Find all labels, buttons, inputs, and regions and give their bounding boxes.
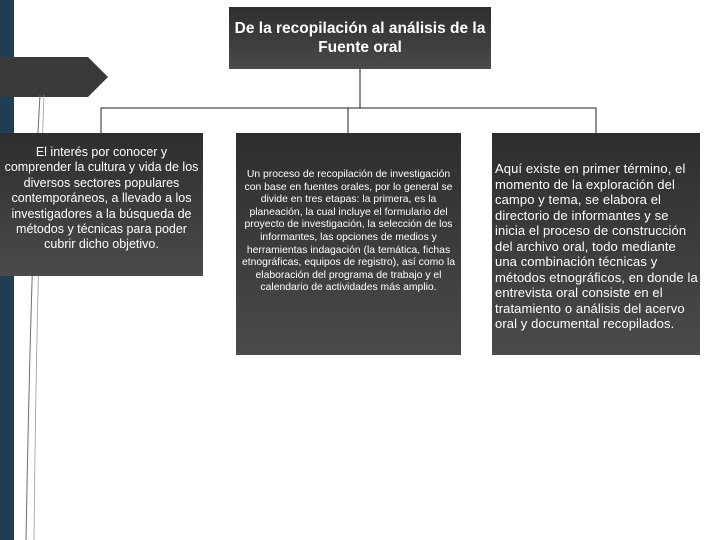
node-left [0, 133, 203, 276]
node-middle-text: Un proceso de recopilación de investigación con base en fuentes orales, por lo general se divide en tres etapas: la primera, es la planeación, la cual incluye el formulario del proyecto de investigación, la selección de los informantes, las opciones de medios y herramientas indagación (la temática, fichas etnográficas, equipos de registro), así como la elaboración del programa de trabajo y el calendario de actividades más amplio. [241, 169, 456, 294]
node-right-text: Aquí existe en primer término, el momento de la exploración del campo y tema, se elabora el directorio de informantes y se inicia el proceso de construcción del archivo oral, todo mediante una combinación técnicas y métodos etnográficos, en donde la entrevista oral consiste en el tratamiento o análisis del acervo oral y documental recopilados. [495, 161, 698, 331]
node-left-text: El interés por conocer y comprender la cultura y vida de los diversos sectores populares contemporáneos, a llevado a los investigadores a la búsqueda de métodos y técnicas para poder cubrir dicho objetivo. [4, 145, 199, 252]
node-right [492, 133, 700, 355]
arrow-tab-shape [0, 57, 108, 97]
edge-title-right [360, 108, 596, 133]
diagram-title-node [229, 7, 491, 69]
edge-title-middle [348, 108, 360, 133]
edge-title-left [101, 108, 360, 133]
node-middle [236, 133, 461, 355]
diagram-title-text: De la recopilación al análisis de la Fuente oral [234, 20, 486, 56]
